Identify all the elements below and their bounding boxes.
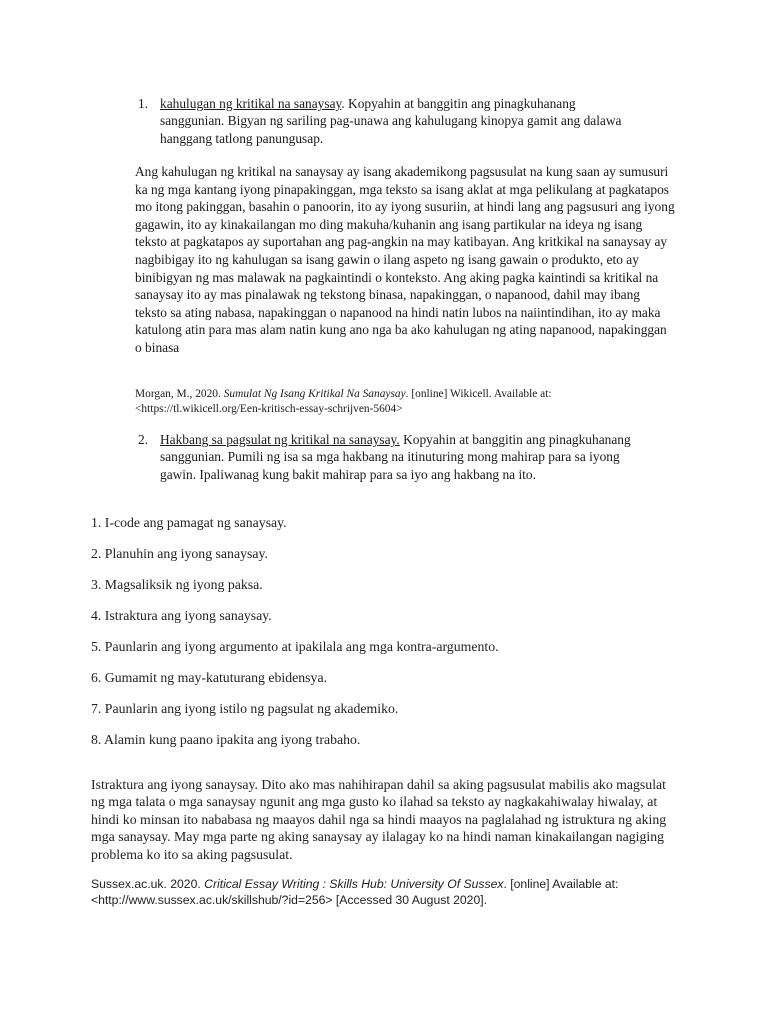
question-1-instruction: . Kopyahin at banggitin ang pinagkuhanang sanggunian. Bigyan ng sariling pag-unawa ang kahulugang kinopya gamit ang dalawa hanggang tatlong panungusap. xyxy=(160,96,622,146)
reference-2-title: Critical Essay Writing : Skills Hub: University Of Sussex xyxy=(204,877,504,891)
question-1 xyxy=(138,95,638,147)
steps-list xyxy=(91,514,651,762)
step-item: 6. Gumamit ng may-katuturang ebidensya. xyxy=(91,670,328,685)
reference-2: Sussex.ac.uk. 2020. Critical Essay Writing : Skills Hub: University Of Sussex. [online] Available at: <http://www.sussex.ac.uk/skillshub/?id=256> [Accessed 30 August 2020]. xyxy=(91,877,619,907)
question-2-topic: Hakbang sa pagsulat ng kritikal na sanaysay. xyxy=(160,432,400,447)
step-item: 3. Magsaliksik ng iyong paksa. xyxy=(91,577,263,592)
step-item: 4. Istraktura ang iyong sanaysay. xyxy=(91,608,272,623)
question-1-topic: kahulugan ng kritikal na sanaysay xyxy=(160,96,342,111)
answer-2: Istraktura ang iyong sanaysay. Dito ako mas nahihirapan dahil sa aking pagsusulat mabilis ako magsulat ng mga talata o mga sanaysay ngunit ang mga gusto ko ilahad sa teksto ay nagkakahiwalay hiwalay, at hindi ko minsan ito nababasa ng maayos dahil nga sa hindi maayos na paglalahad ng istruktura ng aking mga sanaysay. May mga parte ng aking sanaysay ay ilalagay ko na hindi naman kinakailangan nagiging problema ko ito sa aking pagsusulat. xyxy=(91,777,667,862)
question-2 xyxy=(138,431,638,483)
step-item: 5. Paunlarin ang iyong argumento at ipakilala ang mga kontra-argumento. xyxy=(91,639,499,654)
question-2-number: 2. xyxy=(138,432,149,447)
reference-1-title: Sumulat Ng Isang Kritikal Na Sanaysay xyxy=(223,388,406,400)
question-1-number: 1. xyxy=(138,96,149,111)
question-2-instruction: Kopyahin at banggitin ang pinagkuhanang sanggunian. Pumili ng isa sa mga hakbang na itinuturing mong mahirap para sa iyong gawin. Ipaliwanag kung bakit mahirap para sa iyo ang hakbang na ito. xyxy=(160,432,631,482)
step-item: 8. Alamin kung paano ipakita ang iyong trabaho. xyxy=(91,732,361,747)
step-item: 7. Paunlarin ang iyong istilo ng pagsulat ng akademiko. xyxy=(91,701,399,716)
step-item: 2. Planuhin ang iyong sanaysay. xyxy=(91,546,268,561)
step-item: 1. I-code ang pamagat ng sanaysay. xyxy=(91,515,287,530)
reference-1: Morgan, M., 2020. Sumulat Ng Isang Kritikal Na Sanaysay. [online] Wikicell. Available at: <https://tl.wikicell.org/Een-kritisch-essay-schrijven-5604> xyxy=(135,388,552,415)
answer-1: Ang kahulugan ng kritikal na sanaysay ay isang akademikong pagsusulat na kung saan ay sumusuri ka ng mga kantang iyong pinapakinggan, mga teksto sa isang aklat at mga pelikulang at pagkatapos mo itong pakinggan, basahin o panoorin, ito ay iyong susuriin, at hindi lang ang pagsusuri ang iyong gagawin, ito ay kinakailangan mo ding makuha/kuhanin ang isang partikular na ideya ng isang teksto at pagkatapos ay suportahan ang pag-angkin na may katibayan. Ang kritkikal na sanaysay ay nagbibigay ito ng kahulugan sa isang gawin o ilang aspeto ng isang gawain o produkto, eto ay binibigyan ng mas malawak na pagkaintindi o konteksto. Ang aking pagka kaintindi sa kritikal na sanaysay ito ay mas pinalawak ng tekstong binasa, napakinggan, o napanood, dahil may ibang teksto sa ating nabasa, napakinggan o napanood na hindi natin lubos na naiintindihan, ito ay maka katulong atin para mas alam natin kung ano nga ba ako kahulugan ng ating napanood, napakinggan o binasa xyxy=(135,164,675,355)
